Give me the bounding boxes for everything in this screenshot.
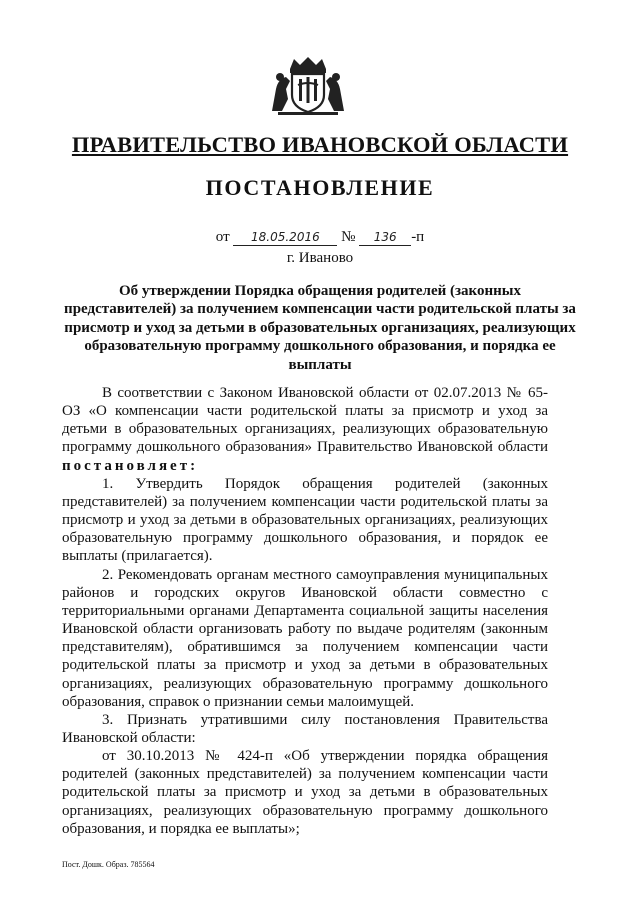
number-sign: № <box>341 229 356 245</box>
document-subject: Об утверждении Порядка обращения родителей (законных представителей) за получением компенсации части родительской платы за присмотр и уход за детьми в образовательных организациях, реализующих образовательную программу дошкольного образования, и порядка ее выплаты <box>64 283 576 373</box>
item-3-subitem-1: от 30.10.2013 № 424-п «Об утверждении порядка обращения родителей (законных представителей) за получением компенсации части родительской платы за присмотр и уход за детьми в образовательных организациях, реализующих образовательную программу дошкольного образования, и порядка ее выплаты»; <box>62 748 548 837</box>
item-2: 2. Рекомендовать органам местного самоуправления муниципальных районов и городских округов Ивановской области совместно с территориальными органами Департамента социальной защиты населения Ивановской области организовать работу по выдаче родителям (законным представителям), обратившимся за получением компенсации части родительской платы за присмотр и уход за детьми в образовательных организациях, реализующих образовательную программу дошкольного образования, справок о признании семьи малоимущей. <box>62 566 548 710</box>
item-3: 3. Признать утратившими силу постановления Правительства Ивановской области: <box>62 711 548 746</box>
date-prefix: от <box>215 229 230 245</box>
document-type: ПОСТАНОВЛЕНИЕ <box>205 175 435 200</box>
government-title: ПРАВИТЕЛЬСТВО ИВАНОВСКОЙ ОБЛАСТИ <box>71 132 569 157</box>
item-1: 1. Утвердить Порядок обращения родителей (законных представителей) за получением компенсации части родительской платы за присмотр и уход за детьми в образовательных организациях, реализующих образовательную программу дошкольного образования, и порядок ее выплаты (прилагается). <box>62 475 548 565</box>
date-value: 18.05.2016 <box>233 230 337 246</box>
ivanovo-coat-of-arms-icon <box>268 55 348 117</box>
document-body <box>62 384 548 838</box>
decree-word: постановляет: <box>62 457 199 474</box>
preamble-paragraph <box>62 384 548 475</box>
date-number-line <box>0 229 640 246</box>
city: г. Иваново <box>286 250 354 266</box>
preamble-text: В соответствии с Законом Ивановской области от 02.07.2013 № 65-ОЗ «О компенсации части родительской платы за присмотр и уход за детьми в образовательных организациях, реализующих образовательную программу дошкольного образования» Правительство Ивановской области <box>62 385 548 456</box>
number-suffix: -п <box>411 229 425 245</box>
number-value: 136 <box>359 230 411 246</box>
footer-code: Пост. Дошк. Образ. 785564 <box>62 860 155 869</box>
